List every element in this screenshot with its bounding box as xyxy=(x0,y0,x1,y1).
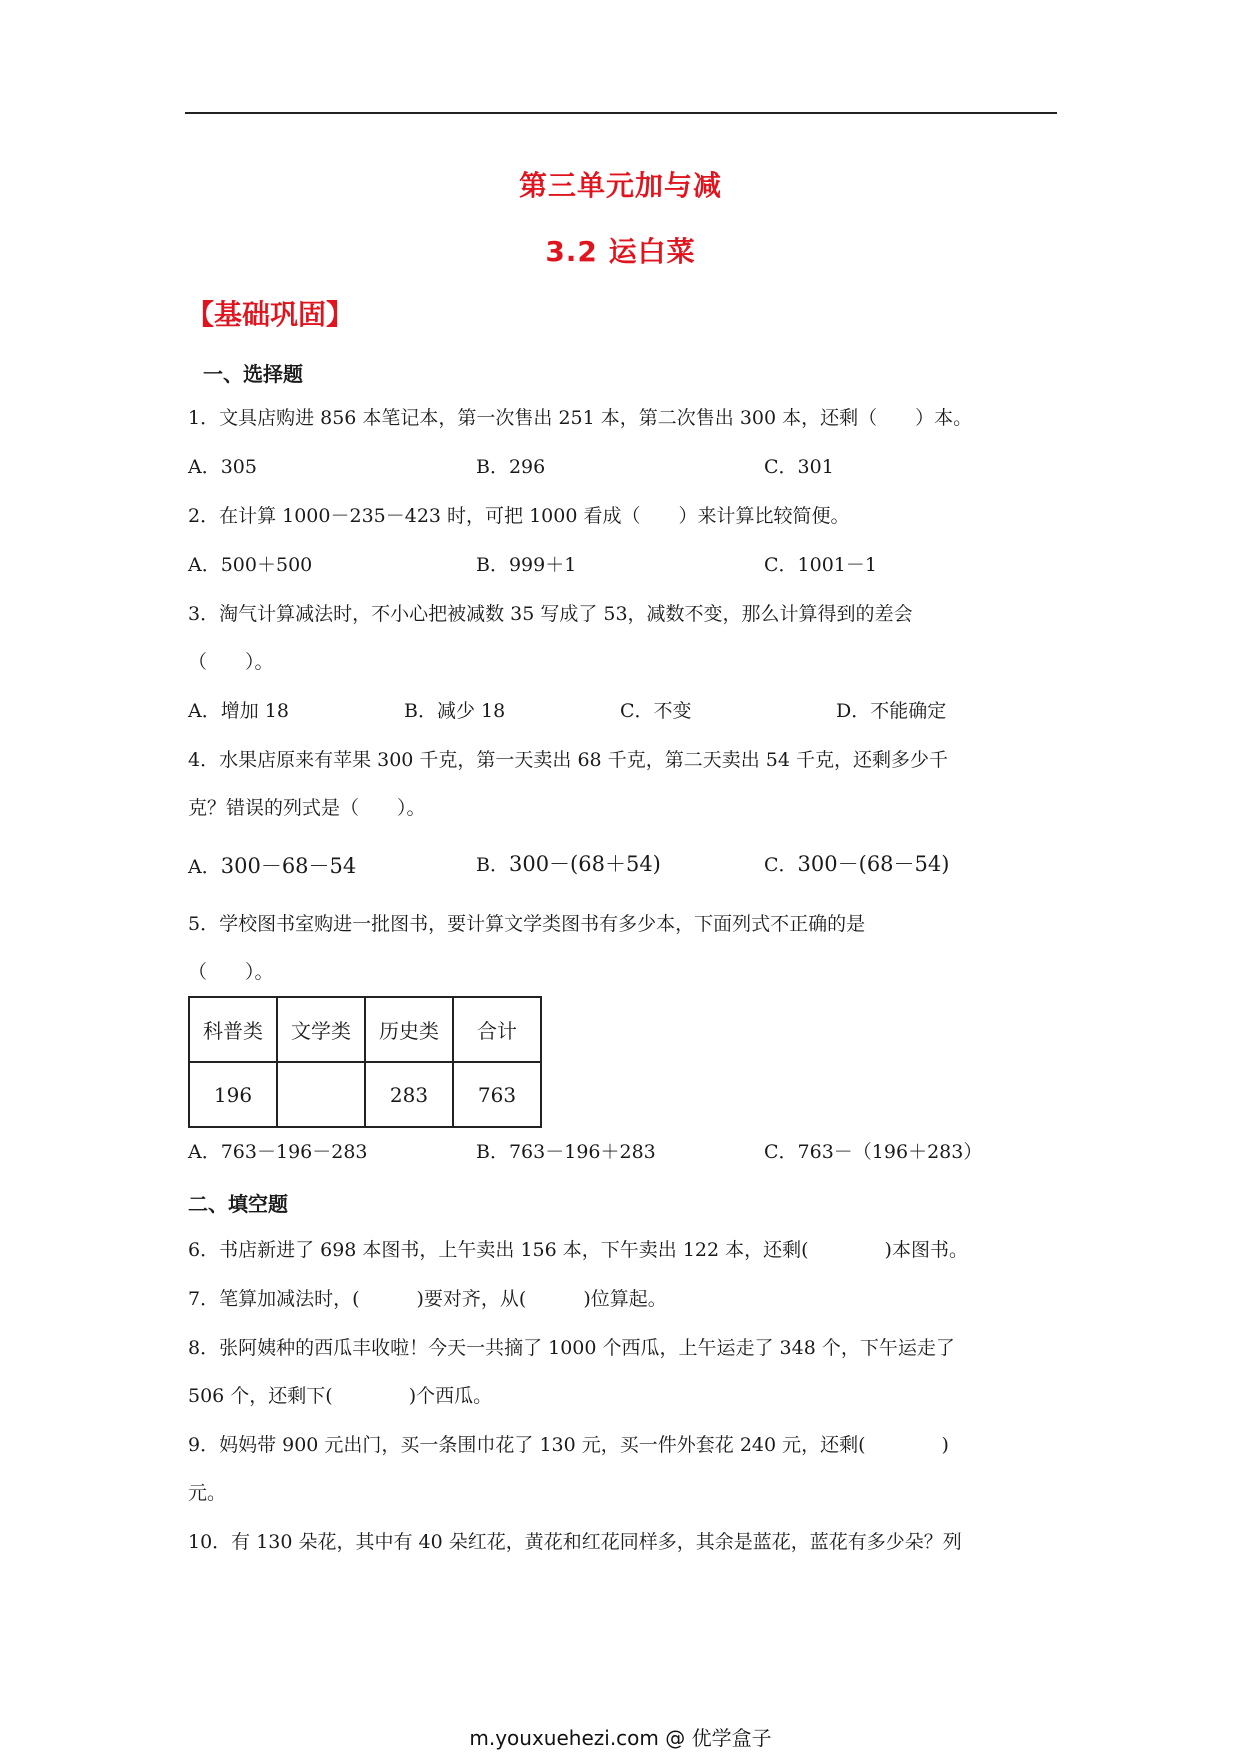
question-10: 10．有 130 朵花，其中有 40 朵红花，黄花和红花同样多，其余是蓝花，蓝花有多少朵？列 xyxy=(188,1531,962,1553)
q4-option-c xyxy=(764,850,949,879)
table-header-cell: 文学类 xyxy=(277,997,365,1062)
q5-option-b: B．763－196＋283 xyxy=(476,1141,656,1163)
question-8-line-2: 506 个，还剩下( )个西瓜。 xyxy=(188,1385,493,1407)
section-heading: 【基础巩固】 xyxy=(186,298,355,331)
q4-option-a-expr: 300－68－54 xyxy=(220,854,357,878)
question-6: 6．书店新进了 698 本图书，上午卖出 156 本，下午卖出 122 本，还剩( )本图书。 xyxy=(188,1239,968,1261)
table-cell: 763 xyxy=(453,1062,541,1127)
table-header-cell: 科普类 xyxy=(189,997,277,1062)
question-3-line-2: （ ）。 xyxy=(188,651,274,673)
q4-option-b xyxy=(476,850,661,879)
page-title: 第三单元加与减 xyxy=(518,169,722,202)
q5-option-c: C．763－（196＋283） xyxy=(764,1141,983,1163)
q2-option-c: C．1001－1 xyxy=(764,554,877,576)
q3-option-c: C．不变 xyxy=(620,700,692,722)
question-5-line-1: 5．学校图书室购进一批图书，要计算文学类图书有多少本，下面列式不正确的是 xyxy=(188,913,866,935)
table-cell xyxy=(277,1062,365,1127)
footer-watermark: m.youxuehezi.com @ 优学盒子 xyxy=(469,1726,772,1750)
q3-option-b: B．减少 18 xyxy=(404,700,506,722)
q2-option-a: A．500＋500 xyxy=(188,554,313,576)
q4-option-c-label: C． xyxy=(764,854,798,876)
table-row xyxy=(189,1062,541,1127)
q3-option-d: D．不能确定 xyxy=(836,700,947,722)
question-3-line-1: 3．淘气计算减法时，不小心把被减数 35 写成了 53，减数不变，那么计算得到的差会 xyxy=(188,603,913,625)
book-table xyxy=(188,996,542,1128)
question-4-line-2: 克？错误的列式是（ ）。 xyxy=(188,797,426,819)
q4-option-a xyxy=(188,852,356,881)
question-2: 2．在计算 1000－235－423 时，可把 1000 看成（ ）来计算比较简便。 xyxy=(188,505,850,527)
part2-heading: 二、填空题 xyxy=(188,1192,288,1216)
top-rule xyxy=(185,112,1057,114)
question-9-line-1: 9．妈妈带 900 元出门，买一条围巾花了 130 元，买一件外套花 240 元，还剩( ) xyxy=(188,1434,949,1456)
table-cell: 283 xyxy=(365,1062,453,1127)
table-cell: 196 xyxy=(189,1062,277,1127)
q1-option-c: C．301 xyxy=(764,456,834,478)
page-subtitle: 3.2 运白菜 xyxy=(545,235,696,268)
question-1: 1．文具店购进 856 本笔记本，第一次售出 251 本，第二次售出 300 本，还剩（ ）本。 xyxy=(188,407,973,429)
question-9-line-2: 元。 xyxy=(188,1482,227,1504)
question-5-line-2: （ ）。 xyxy=(188,961,274,983)
question-8-line-1: 8．张阿姨种的西瓜丰收啦！今天一共摘了 1000 个西瓜，上午运走了 348 个，下午运走了 xyxy=(188,1337,955,1359)
part1-heading: 一、选择题 xyxy=(203,362,303,386)
q1-option-b: B．296 xyxy=(476,456,546,478)
q3-option-a: A．增加 18 xyxy=(188,700,289,722)
question-7: 7．笔算加减法时，( )要对齐，从( )位算起。 xyxy=(188,1288,667,1310)
q4-option-b-label: B． xyxy=(476,854,509,876)
question-4-line-1: 4．水果店原来有苹果 300 千克，第一天卖出 68 千克，第二天卖出 54 千克，还剩多少千 xyxy=(188,749,948,771)
table-header-cell: 合计 xyxy=(453,997,541,1062)
q5-option-a: A．763－196－283 xyxy=(188,1141,368,1163)
table-header-cell: 历史类 xyxy=(365,997,453,1062)
q4-option-c-expr: 300－(68－54) xyxy=(797,852,950,876)
q1-option-a: A．305 xyxy=(188,456,257,478)
q4-option-a-label: A． xyxy=(188,856,221,878)
table-header-row xyxy=(189,997,541,1062)
q2-option-b: B．999＋1 xyxy=(476,554,577,576)
q4-option-b-expr: 300－(68＋54) xyxy=(508,852,661,876)
